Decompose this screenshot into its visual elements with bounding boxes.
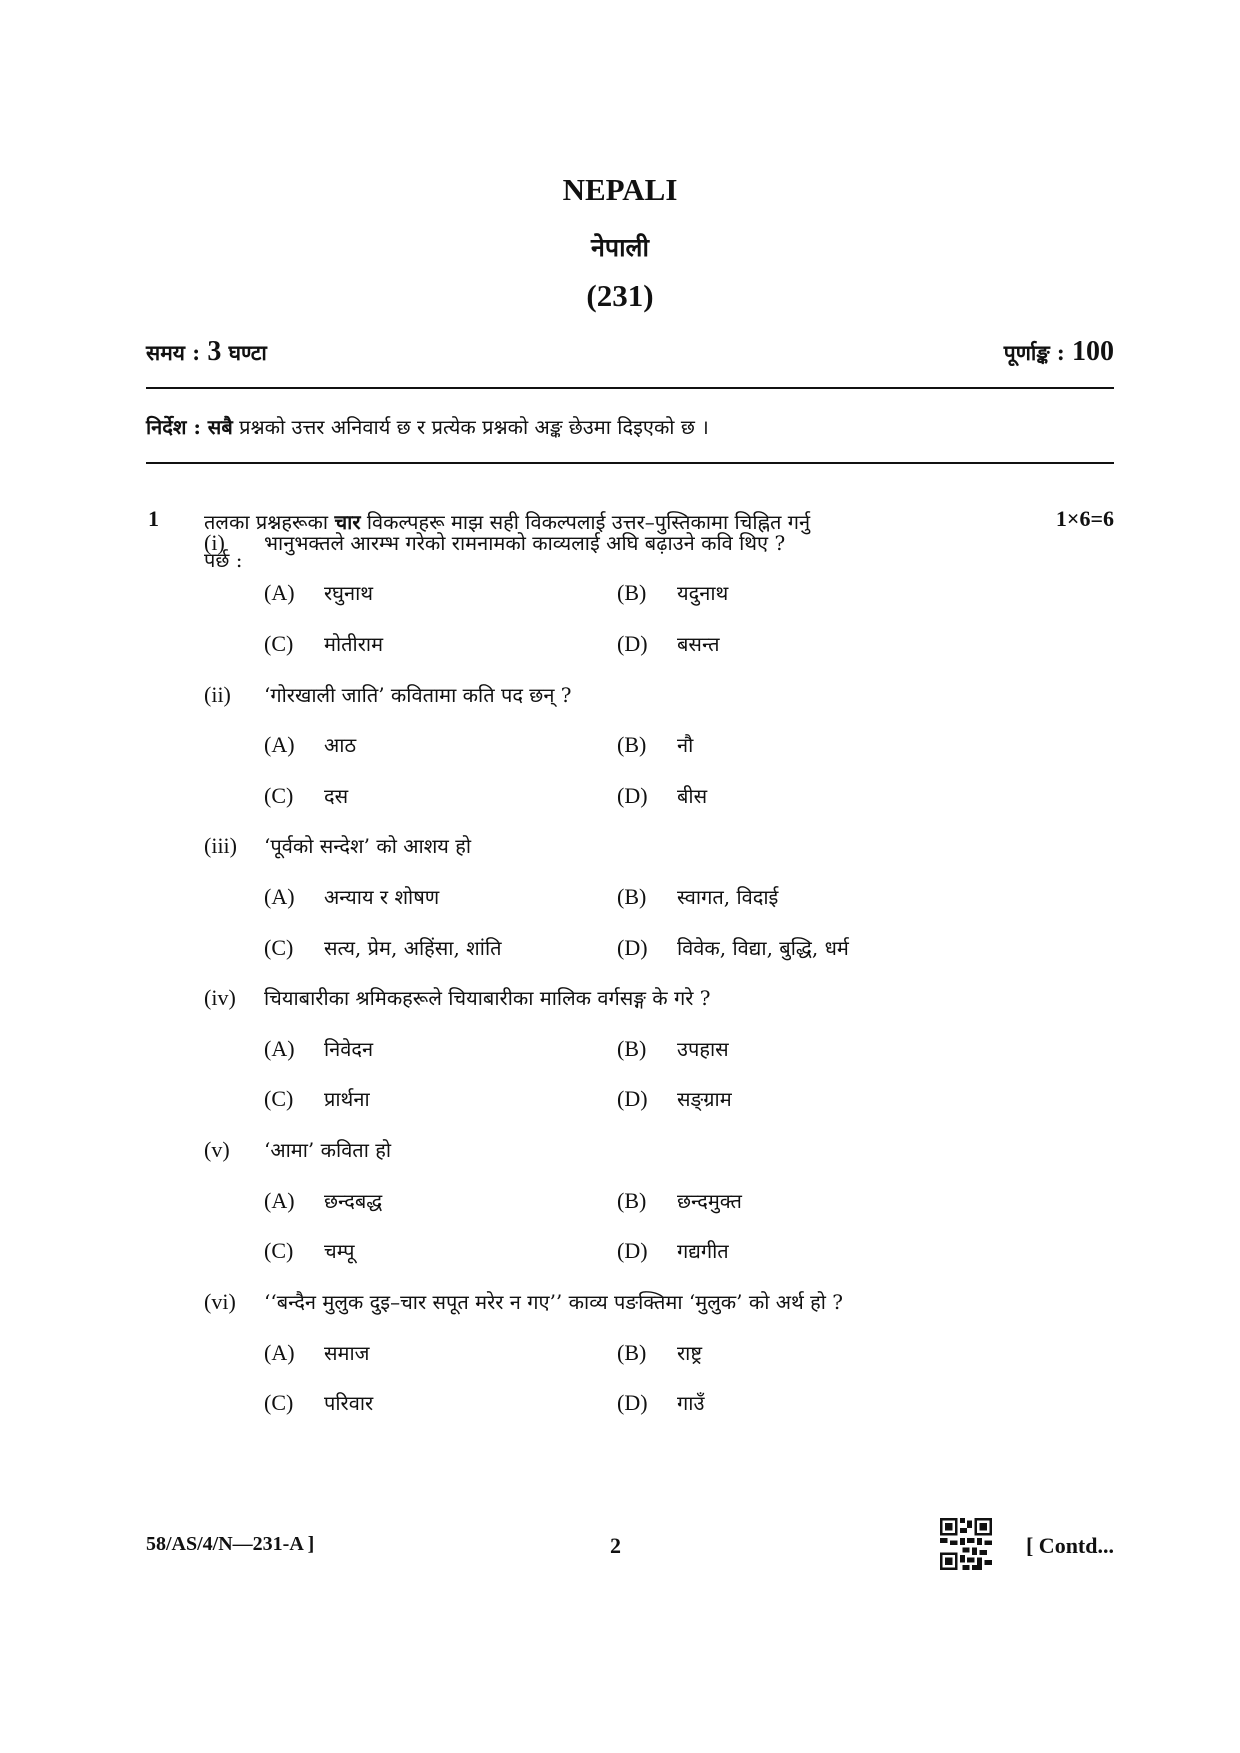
option-b bbox=[617, 579, 728, 606]
marks-value: 100 bbox=[1072, 336, 1114, 367]
option-text: स्वागत, विदाई bbox=[677, 885, 779, 909]
option-a bbox=[264, 1339, 370, 1366]
option-text: गाउँ bbox=[677, 1391, 705, 1415]
option-text: नौ bbox=[677, 733, 694, 757]
option-text: गद्यगीत bbox=[677, 1239, 729, 1263]
option-text: बसन्त bbox=[677, 632, 720, 656]
option-text: विवेक, विद्या, बुद्धि, धर्म bbox=[677, 936, 849, 960]
option-text: अन्याय र शोषण bbox=[324, 885, 440, 909]
option-letter: (D) bbox=[617, 783, 648, 808]
option-text: दस bbox=[324, 784, 349, 808]
option-letter: (A) bbox=[264, 1340, 295, 1365]
divider-bottom bbox=[146, 462, 1114, 464]
option-b bbox=[617, 731, 693, 758]
option-a bbox=[264, 1035, 373, 1062]
paper-title-nepali: नेपाली bbox=[591, 233, 649, 262]
option-b bbox=[617, 1339, 702, 1366]
marks-label: पूर्णाङ्क : bbox=[1003, 340, 1065, 365]
time-unit: घण्टा bbox=[228, 340, 267, 365]
option-letter: (D) bbox=[617, 1238, 648, 1263]
option-text: सङ्ग्राम bbox=[677, 1087, 732, 1111]
sub-question-number: (iii) bbox=[204, 833, 237, 858]
option-text: छन्दबद्ध bbox=[324, 1189, 383, 1213]
option-text: आठ bbox=[324, 733, 357, 757]
option-letter: (C) bbox=[264, 1086, 294, 1111]
option-text: चम्पू bbox=[324, 1239, 355, 1263]
sub-question bbox=[204, 1288, 843, 1315]
continued-marker: [ Contd... bbox=[1025, 1533, 1114, 1558]
option-c bbox=[264, 1389, 373, 1416]
option-letter: (D) bbox=[617, 935, 648, 960]
option-letter: (A) bbox=[264, 1036, 295, 1061]
sub-question bbox=[204, 1136, 391, 1163]
option-letter: (C) bbox=[264, 783, 294, 808]
instruction-label: निर्देश : सबै bbox=[146, 415, 233, 439]
option-letter: (A) bbox=[264, 580, 295, 605]
sub-question bbox=[204, 832, 471, 859]
option-text: बीस bbox=[677, 784, 708, 808]
option-a bbox=[264, 579, 373, 606]
option-b bbox=[617, 883, 778, 910]
option-text: प्रार्थना bbox=[324, 1087, 370, 1111]
question-marks: 1×6=6 bbox=[1055, 506, 1114, 531]
sub-question-text: चियाबारीका श्रमिकहरूले चियाबारीका मालिक वर्गसङ्ग के गरे ? bbox=[264, 986, 711, 1010]
option-text: राष्ट्र bbox=[677, 1341, 703, 1365]
stem-before: तलका प्रश्नहरूका bbox=[204, 510, 329, 534]
option-letter: (A) bbox=[264, 1188, 295, 1213]
option-text: मोतीराम bbox=[324, 632, 384, 656]
sub-question-number: (vi) bbox=[204, 1289, 236, 1314]
option-c bbox=[264, 934, 502, 961]
option-text: सत्य, प्रेम, अहिंसा, शांति bbox=[324, 936, 502, 960]
instruction-text: प्रश्नको उत्तर अनिवार्य छ र प्रत्येक प्रश्नको अङ्क छेउमा दिइएको छ । bbox=[239, 415, 709, 439]
option-letter: (D) bbox=[617, 1086, 648, 1111]
option-letter: (B) bbox=[617, 732, 647, 757]
option-letter: (B) bbox=[617, 580, 647, 605]
sub-question-text: ‘पूर्वको सन्देश’ को आशय हो bbox=[264, 834, 472, 858]
sub-question-text: भानुभक्तले आरम्भ गरेको रामनामको काव्यलाई अघि बढ़ाउने कवि थिए ? bbox=[264, 531, 786, 555]
option-text: उपहास bbox=[677, 1037, 729, 1061]
question-number: 1 bbox=[148, 506, 159, 531]
option-c bbox=[264, 630, 383, 657]
option-a bbox=[264, 1187, 382, 1214]
option-text: यदुनाथ bbox=[677, 581, 729, 605]
option-c bbox=[264, 782, 348, 809]
option-c bbox=[264, 1085, 370, 1112]
stem-bold: चार bbox=[334, 510, 361, 534]
footer-paper-code: 58/AS/4/N—231-A ] bbox=[146, 1533, 315, 1555]
sub-question-text: ‘गोरखाली जाति’ कवितामा कति पद छन् ? bbox=[264, 683, 572, 707]
sub-question bbox=[204, 681, 572, 708]
option-letter: (B) bbox=[617, 1188, 647, 1213]
option-d bbox=[617, 782, 707, 809]
maximum-marks bbox=[1004, 336, 1114, 368]
time-label: समय : bbox=[146, 340, 200, 365]
time-allowed bbox=[146, 336, 267, 368]
option-text: रघुनाथ bbox=[324, 581, 374, 605]
paper-code: (231) bbox=[586, 278, 654, 313]
option-c bbox=[264, 1237, 354, 1264]
option-d bbox=[617, 1389, 704, 1416]
option-a bbox=[264, 731, 356, 758]
time-value: 3 bbox=[207, 336, 222, 367]
qr-code-icon bbox=[940, 1518, 992, 1570]
sub-question-text: ‘आमा’ कविता हो bbox=[264, 1138, 392, 1162]
sub-question-number: (iv) bbox=[204, 985, 236, 1010]
option-letter: (C) bbox=[264, 1390, 294, 1415]
option-d bbox=[617, 1085, 732, 1112]
option-letter: (A) bbox=[264, 732, 295, 757]
option-letter: (C) bbox=[264, 1238, 294, 1263]
option-letter: (B) bbox=[617, 1340, 647, 1365]
option-text: परिवार bbox=[324, 1391, 374, 1415]
option-a bbox=[264, 883, 439, 910]
option-b bbox=[617, 1035, 729, 1062]
option-letter: (B) bbox=[617, 1036, 647, 1061]
sub-question-text: ‘‘बन्दैन मुलुक दुइ–चार सपूत मरेर न गए’’ काव्य पङक्तिमा ‘मुलुक’ को अर्थ हो ? bbox=[264, 1290, 844, 1314]
option-letter: (C) bbox=[264, 631, 294, 656]
sub-question-number: (v) bbox=[204, 1137, 230, 1162]
sub-question-number: (i) bbox=[204, 530, 225, 555]
paper-title-english: NEPALI bbox=[562, 172, 678, 207]
sub-question-number: (ii) bbox=[204, 682, 231, 707]
option-letter: (D) bbox=[617, 631, 648, 656]
option-text: छन्दमुक्त bbox=[677, 1189, 742, 1213]
option-d bbox=[617, 934, 849, 961]
option-text: निवेदन bbox=[324, 1037, 374, 1061]
option-text: समाज bbox=[324, 1341, 370, 1365]
page-number: 2 bbox=[610, 1533, 621, 1558]
option-b bbox=[617, 1187, 742, 1214]
stem-line2: पर्छ : bbox=[204, 548, 243, 572]
option-letter: (A) bbox=[264, 884, 295, 909]
option-letter: (B) bbox=[617, 884, 647, 909]
option-d bbox=[617, 1237, 729, 1264]
general-instruction bbox=[146, 413, 709, 440]
divider-top bbox=[146, 387, 1114, 389]
sub-question bbox=[204, 984, 711, 1011]
option-letter: (C) bbox=[264, 935, 294, 960]
stem-after: विकल्पहरू माझ सही विकल्पलाई उत्तर–पुस्तिकामा चिह्नित गर्नु bbox=[366, 510, 811, 534]
sub-question bbox=[204, 529, 785, 556]
option-d bbox=[617, 630, 720, 657]
option-letter: (D) bbox=[617, 1390, 648, 1415]
